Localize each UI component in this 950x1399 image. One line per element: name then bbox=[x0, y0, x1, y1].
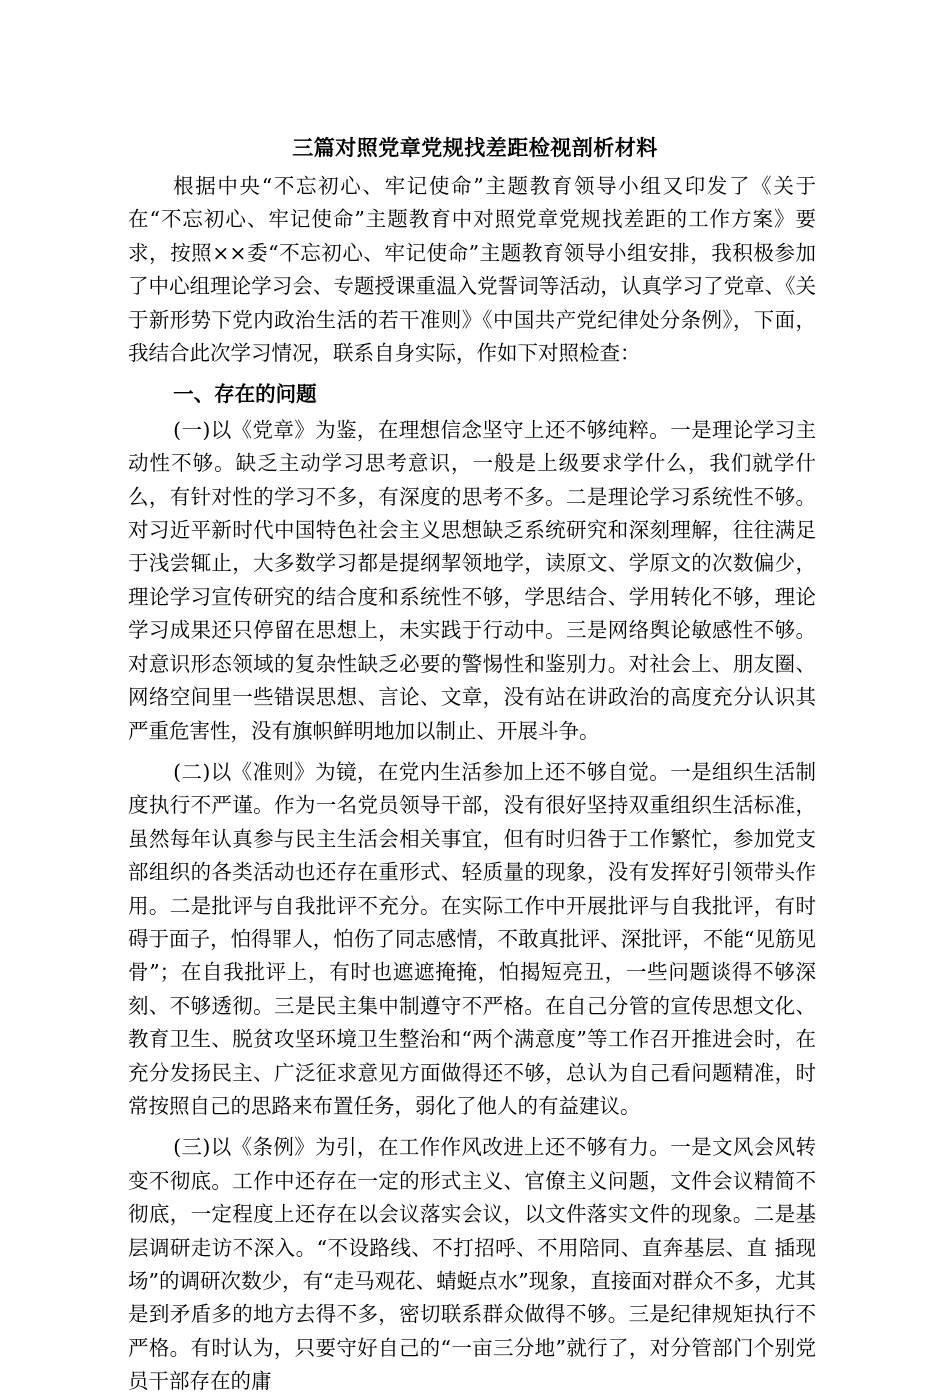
document-title: 三篇对照党章党规找差距检视剖析材料 bbox=[292, 135, 658, 160]
intro-paragraph: 根据中央“不忘初心、牢记使命”主题教育领导小组又印发了《关于在“不忘初心、牢记使命”主题教育中对照党章党规找差距的工作方案》要求，按照××委“不忘初心、牢记使命”主题教育领导小组安排，我积极参加了中心组理论学习会、专题授课重温入党誓词等活动，认真学习了党章、《关于新形势下党内政治生活的若干准则》《中国共产党纪律处分条例》，下面，我结合此次学习情况，联系自身实际，作如下对照检查： bbox=[128, 174, 816, 366]
document-body bbox=[128, 170, 816, 1399]
paragraph-3: (三)以《条例》为引，在工作作风改进上还不够有力。一是文风会风转变不彻底。工作中还存在一定的形式主义、官僚主义问题，文件会议精简不彻底，一定程度上还存在以会议落实会议，以文件落实文件的现象。二是基层调研走访不深入。“不设路线、不打招呼、不用陪同、直奔基层、直 插现场”的调研次数少，有“走马观花、蜻蜓点水”现象，直接面对群众不多，尤其是到矛盾多的地方去得不多，密切联系群众做得不够。三是纪律规矩执行不严格。有时认为，只要守好自己的“一亩三分地”就行了，对分管部门个别党员干部存在的庸 bbox=[128, 1135, 816, 1394]
paragraph-spacer bbox=[128, 1123, 816, 1131]
paragraph-1: (一)以《党章》为鉴，在理想信念坚守上还不够纯粹。一是理论学习主动性不够。缺乏主动学习思考意识，一般是上级要求学什么，我们就学什么，有针对性的学习不多，有深度的思考不多。二是理论学习系统性不够。对习近平新时代中国特色社会主义思想缺乏系统研究和深刻理解，往往满足于浅尝辄止，大多数学习都是提纲挈领地学，读原文、学原文的次数偏少，理论学习宣传研究的结合度和系统性不够，学思结合、学用转化不够，理论学习成果还只停留在思想上，未实践于行动中。三是网络舆论敏感性不够。对意识形态领域的复杂性缺乏必要的警惕性和鉴别力。对社会上、朋友圈、网络空间里一些错误思想、言论、文章，没有站在讲政治的高度充分认识其严重危害性，没有旗帜鲜明地加以制止、开展斗争。 bbox=[128, 417, 816, 743]
paragraph-2: (二)以《准则》为镜，在党内生活参加上还不够自觉。一是组织生活制度执行不严谨。作为一名党员领导干部，没有很好坚持双重组织生活标准，虽然每年认真参与民主生活会相关事宜，但有时归咎于工作繁忙，参加党支部组织的各类活动也还存在重形式、轻质量的现象，没有发挥好引领带头作用。二是批评与自我批评不充分。在实际工作中开展批评与自我批评，有时碍于面子，怕得罪人，怕伤了同志感情，不敢真批评、深批评，不能“见筋见骨”；在自我批评上，有时也遮遮掩掩，怕揭短亮丑，一些问题谈得不够深刻、不够透彻。三是民主集中制遵守不严格。在自己分管的宣传思想文化、教育卫生、脱贫攻坚环境卫生整治和“两个满意度”等工作召开推进会时，在充分发扬民主、广泛征求意见方面做得还不够，总认为自己看问题精准，时常按照自己的思路来布置任务，弱化了他人的有益建议。 bbox=[128, 759, 816, 1118]
paragraph-spacer bbox=[128, 748, 816, 756]
section-heading: 一、存在的问题 bbox=[173, 382, 317, 407]
